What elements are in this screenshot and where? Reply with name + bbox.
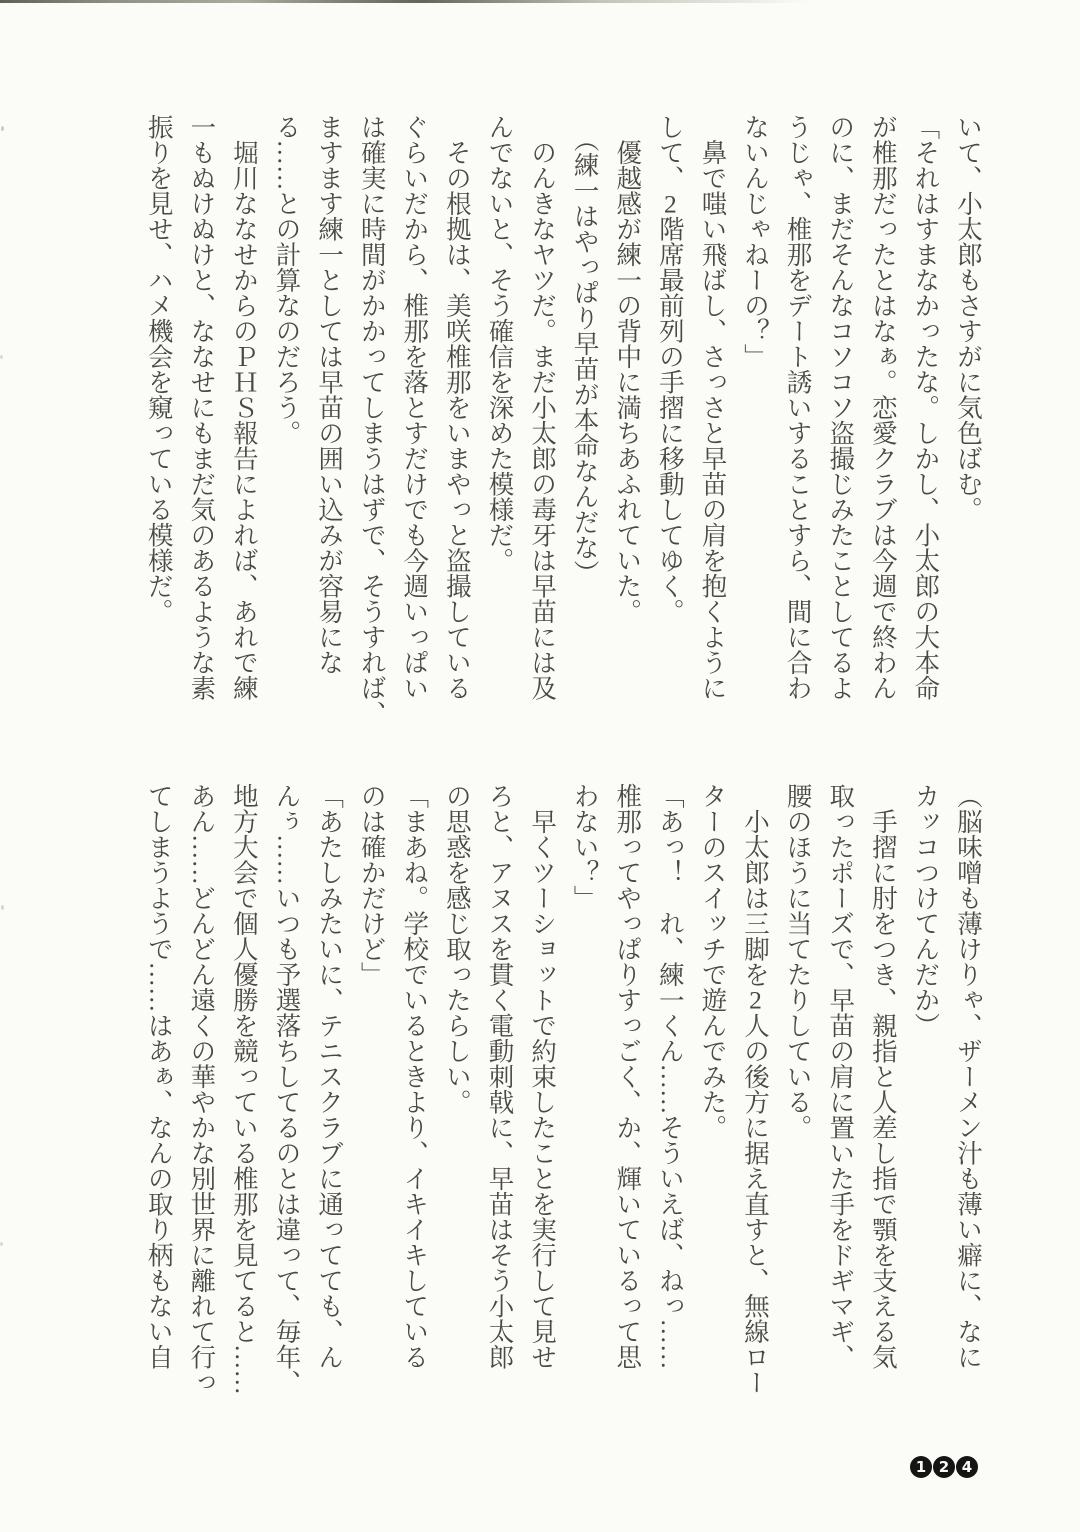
text-column: わない？」 — [570, 783, 600, 911]
text-column: 早くツーショットで約束したことを実行して見せ — [528, 783, 558, 1370]
narrative-bottom-block — [137, 783, 989, 1415]
scan-artifact-top-edge — [0, 0, 810, 3]
text-column: ターのスイッチで遊んでみた。 — [698, 783, 728, 1140]
narrative-top-block — [137, 114, 989, 746]
text-column: 優越感が練一の背中に満ちあふれていた。 — [613, 114, 643, 624]
text-column: して、2階席最前列の手摺に移動してゆく。 — [655, 114, 685, 624]
page-number-digit: 4 — [956, 1456, 978, 1478]
text-column: が椎那だったとはなぁ。恋愛クラブは今週で終わん — [868, 114, 898, 701]
text-column: （脳味噌も薄けりゃ、ザーメン汁も薄い癖に、なに — [954, 783, 983, 1370]
text-column: の思惑を感じ取ったらしい。 — [442, 783, 472, 1115]
text-column: 「あっ！ れ、練一くん……そういえば、ねっ…… — [655, 783, 685, 1370]
text-column: あん……どんどん遠くの華やかな別世界に離れて行っ — [187, 783, 217, 1395]
scan-speck — [0, 1242, 3, 1246]
text-column: 椎那ってやっぱりすっごく、か、輝いているって思 — [613, 783, 643, 1370]
text-column: 「それはすまなかったな。しかし、小太郎の大本命 — [911, 114, 941, 701]
text-column: （練一はやっぱり早苗が本命なんだな） — [570, 114, 600, 586]
text-column: ないんじゃねーの？」 — [741, 114, 771, 369]
text-column: んぅ……いつも予選落ちしてるのとは違って、毎年、 — [272, 783, 302, 1395]
text-column: カッコつけてんだか） — [911, 783, 941, 1038]
text-column: 取ったポーズで、早苗の肩に置いた手をドギマギ、 — [826, 783, 856, 1370]
text-column: その根拠は、美咲椎那をいまやっと盗撮している — [442, 114, 472, 701]
text-column: のんきなヤツだ。まだ小太郎の毒牙は早苗には及 — [528, 114, 558, 701]
text-column: 小太郎は三脚を2人の後方に据え直すと、無線ロー — [741, 783, 771, 1395]
page-number-digit: 2 — [933, 1456, 955, 1478]
text-column: いて、小太郎もさすがに気色ばむ。 — [954, 114, 983, 522]
text-column: 腰のほうに当てたりしている。 — [783, 783, 813, 1140]
scan-speck — [0, 355, 3, 359]
text-column: うじゃ、椎那をデート誘いすることすら、間に合わ — [783, 114, 813, 701]
text-column: 「あたしみたいに、テニスクラブに通ってても、ん — [315, 783, 345, 1370]
text-column: 鼻で嗤い飛ばし、さっさと早苗の肩を抱くように — [698, 114, 728, 701]
page-number — [910, 1456, 978, 1478]
text-column: ますます練一としては早苗の囲い込みが容易にな — [315, 114, 345, 675]
text-column: んでないと、そう確信を深めた模様だ。 — [485, 114, 515, 573]
text-column: ぐらいだから、椎那を落とすだけでも今週いっぱい — [400, 114, 430, 701]
text-column: 堀川ななせからのＰＨＳ報告によれば、あれで練 — [229, 114, 259, 701]
text-column: 地方大会で個人優勝を競っている椎那を見てると…… — [229, 783, 259, 1395]
scan-speck — [1, 905, 4, 910]
text-column: のは確かだけど」 — [357, 783, 387, 987]
scan-speck — [1, 126, 4, 131]
text-column: は確実に時間がかかってしまうはずで、そうすれば、 — [357, 114, 387, 726]
text-column: 振りを見せ、ハメ機会を窺っている模様だ。 — [144, 114, 174, 624]
text-column: 一もぬけぬけと、ななせにもまだ気のあるような素 — [187, 114, 217, 701]
page-number-digit: 1 — [910, 1456, 932, 1478]
text-column: 手摺に肘をつき、親指と人差し指で顎を支える気 — [868, 783, 898, 1370]
text-column: のに、まだそんなコソコソ盗撮じみたことしてるよ — [826, 114, 856, 701]
text-column: ろと、アヌスを貫く電動刺戟に、早苗はそう小太郎 — [485, 783, 515, 1370]
text-column: 「まあね。学校でいるときより、イキイキしている — [400, 783, 430, 1370]
text-column: る……との計算なのだろう。 — [272, 114, 302, 446]
text-column: てしまうようで……はあぁ、なんの取り柄もない自 — [144, 783, 174, 1370]
